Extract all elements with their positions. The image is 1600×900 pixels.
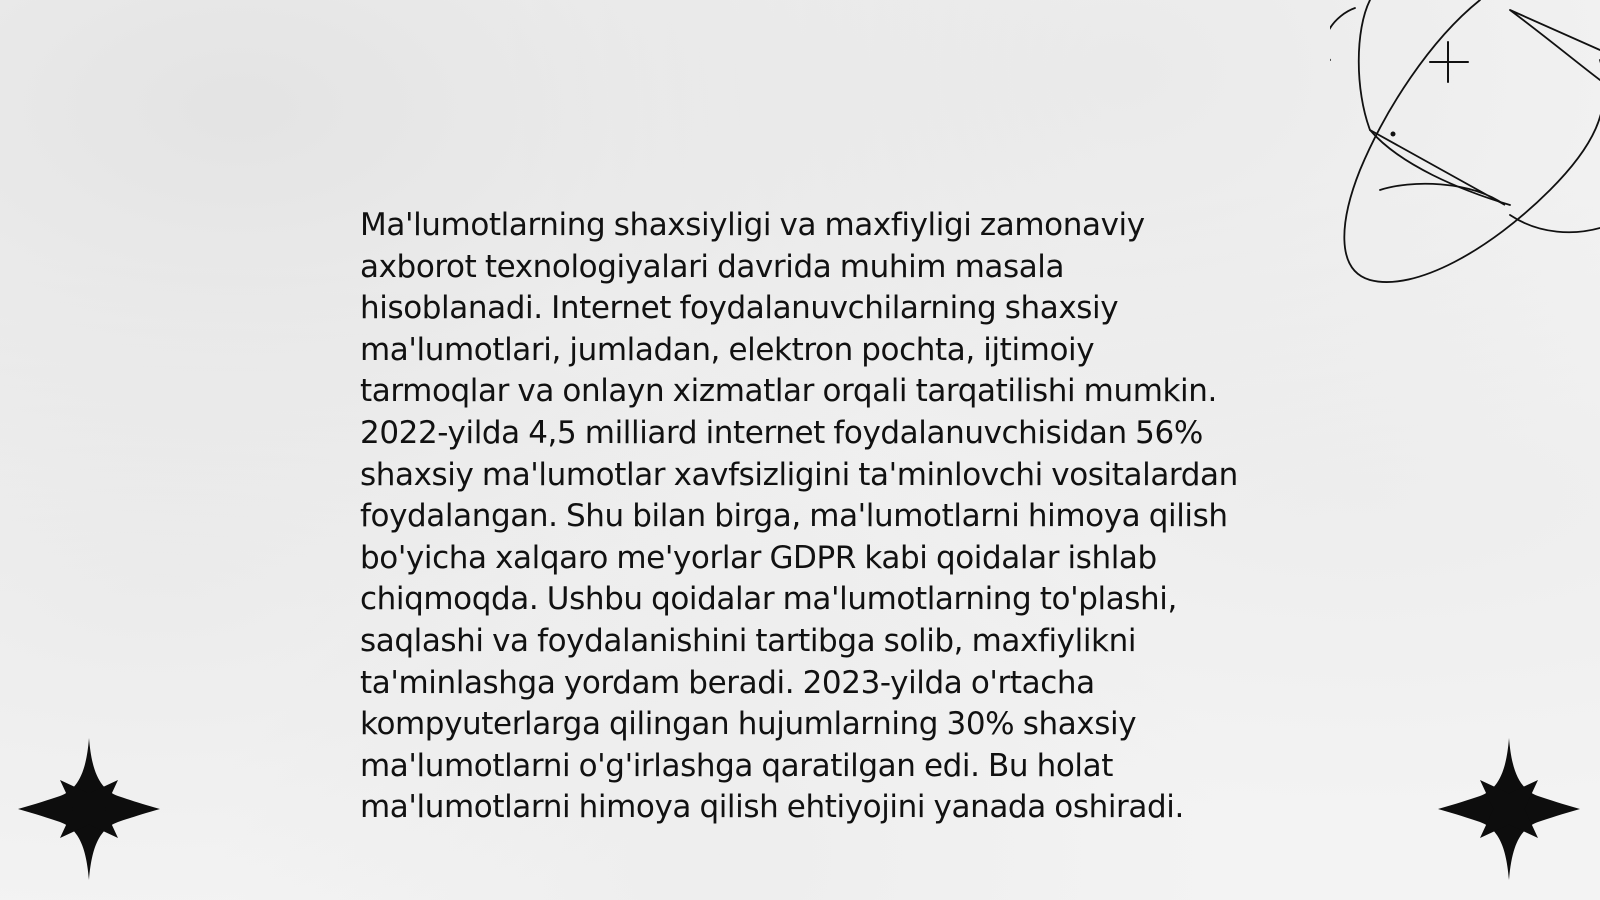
orbit-sparkle-icon (1330, 0, 1600, 290)
slide-body-text: Ma'lumotlarning shaxsiyligi va maxfiyligi zamonaviy axborot texnologiyalari davrida muhim masala hisoblanadi. Internet foydalanuvchilarning shaxsiy ma'lumotlari, jumladan, elektron pochta, ijtimoiy tarmoqlar va onlayn xizmatlar orqali tarqatilishi mumkin. 2022-yilda 4,5 milliard internet foydalanuvchisidan 56% shaxsiy ma'lumotlar xavfsizligini ta'minlovchi vositalardan foydalangan. Shu bilan birga, ma'lumotlarni himoya qilish bo'yicha xalqaro me'yorlar GDPR kabi qoidalar ishlab chiqmoqda. Ushbu qoidalar ma'lumotlarning to'plashi, saqlashi va foydalanishini tartibga solib, maxfiylikni ta'minlashga yordam beradi. 2023-yilda o'rtacha kompyuterlarga qilingan hujumlarning 30% shaxsiy ma'lumotlarni o'g'irlashga qaratilgan edi. Bu holat ma'lumotlarni himoya qilish ehtiyojini yanada oshiradi. (360, 207, 1238, 826)
four-point-star-icon (18, 738, 160, 880)
four-point-star-icon (1438, 738, 1580, 880)
